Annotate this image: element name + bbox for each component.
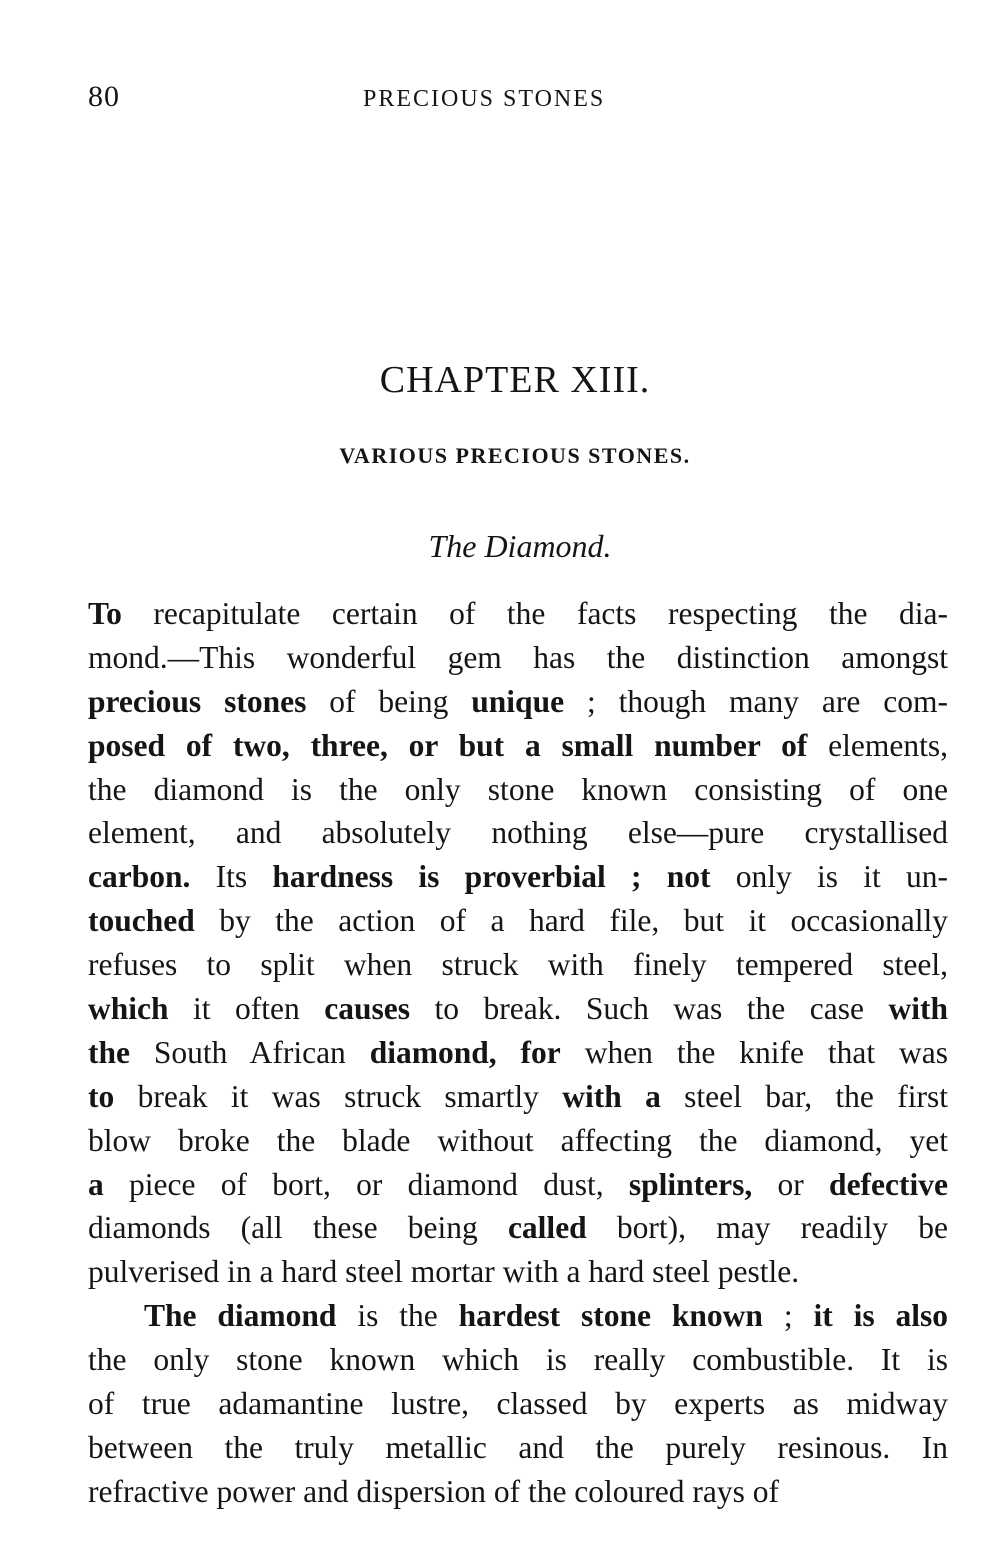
bold-text-run: hardest stone known xyxy=(458,1298,763,1334)
bold-text-run: the xyxy=(88,1034,130,1070)
bold-text-run: The diamond xyxy=(144,1298,337,1334)
text-line xyxy=(88,1031,948,1075)
text-run: ; though many are com- xyxy=(564,683,948,719)
text-run: when the knife that was xyxy=(560,1034,948,1070)
text-line xyxy=(88,1250,948,1294)
text-run: or xyxy=(752,1166,830,1202)
text-run: refractive power and dispersion of the coloured rays of xyxy=(88,1473,779,1509)
text-run: pulverised in a hard steel mortar with a hard steel pestle. xyxy=(88,1254,800,1290)
text-run: Its xyxy=(190,859,273,895)
text-line xyxy=(88,1206,948,1250)
text-line xyxy=(88,636,948,680)
bold-text-run: with xyxy=(888,991,948,1027)
text-run: refuses to split when struck with finely tempered steel, xyxy=(88,947,948,983)
body-text xyxy=(88,592,948,1514)
text-run: the only stone known which is really combustible. It is xyxy=(88,1342,948,1378)
text-run: is the xyxy=(336,1298,459,1334)
bold-text-run: To xyxy=(88,596,122,631)
bold-text-run: precious stones xyxy=(88,683,307,719)
text-line xyxy=(88,768,948,812)
text-run: recapitulate certain of the facts respecting the dia- xyxy=(121,596,948,631)
text-run: piece of bort, or diamond dust, xyxy=(103,1166,629,1202)
text-line xyxy=(88,1470,948,1514)
text-line xyxy=(88,1294,948,1338)
text-line xyxy=(88,1075,948,1119)
bold-text-run: touched xyxy=(88,903,195,939)
bold-text-run: to xyxy=(88,1078,115,1114)
bold-text-run: unique xyxy=(471,683,565,719)
text-run: only is it un- xyxy=(710,859,948,895)
bold-text-run: a xyxy=(88,1166,104,1202)
text-run: steel bar, the first xyxy=(660,1078,948,1114)
bold-text-run: with a xyxy=(562,1078,661,1114)
bold-text-run: carbon. xyxy=(88,859,191,895)
bold-text-run: posed of two, three, or but a small number of xyxy=(88,727,808,763)
text-run: diamonds (all these being xyxy=(88,1210,508,1246)
bold-text-run: splinters, xyxy=(628,1166,753,1202)
text-line xyxy=(88,855,948,899)
text-run: ; xyxy=(762,1298,814,1334)
text-line xyxy=(88,943,948,987)
subsection-title: The Diamond. xyxy=(428,528,612,564)
bold-text-run: hardness is proverbial ; not xyxy=(272,859,711,895)
text-line xyxy=(88,724,948,768)
bold-text-run: called xyxy=(507,1210,587,1246)
text-line xyxy=(88,1338,948,1382)
text-run: to break. Such was the case xyxy=(410,991,889,1027)
text-run: the diamond is the only stone known consisting of one xyxy=(88,771,948,807)
text-run: by the action of a hard file, but it occasionally xyxy=(194,903,948,939)
text-line xyxy=(88,1426,948,1470)
text-run: it often xyxy=(168,991,325,1027)
text-line xyxy=(88,811,948,855)
text-run: South African xyxy=(130,1034,370,1070)
page-number: 80 xyxy=(88,80,120,113)
text-line xyxy=(88,987,948,1031)
text-run: blow broke the blade without affecting the diamond, yet xyxy=(88,1122,948,1158)
bold-text-run: defective xyxy=(829,1166,948,1202)
text-line xyxy=(88,592,948,636)
text-line xyxy=(88,1163,948,1207)
text-line xyxy=(88,899,948,943)
text-run: mond.—This wonderful gem has the distinction amongst xyxy=(88,639,948,675)
text-run: element, and absolutely nothing else—pure crystallised xyxy=(88,815,948,851)
text-run: break it was struck smartly xyxy=(114,1078,563,1114)
text-run: of true adamantine lustre, classed by experts as midway xyxy=(88,1386,948,1422)
bold-text-run: it is also xyxy=(813,1298,948,1334)
text-run: bort), may readily be xyxy=(586,1210,948,1246)
bold-text-run: causes xyxy=(324,991,410,1027)
text-run: between the truly metallic and the purely resinous. In xyxy=(88,1429,948,1465)
text-run: of being xyxy=(306,683,472,719)
text-line xyxy=(88,1382,948,1426)
section-title: VARIOUS PRECIOUS STONES. xyxy=(339,443,691,468)
running-head xyxy=(88,80,948,120)
text-line xyxy=(88,1119,948,1163)
bold-text-run: diamond, for xyxy=(369,1034,561,1070)
running-title: PRECIOUS STONES xyxy=(363,86,606,112)
text-run: elements, xyxy=(807,727,948,763)
text-line xyxy=(88,680,948,724)
bold-text-run: which xyxy=(88,991,169,1027)
chapter-title: CHAPTER XIII. xyxy=(379,359,651,401)
